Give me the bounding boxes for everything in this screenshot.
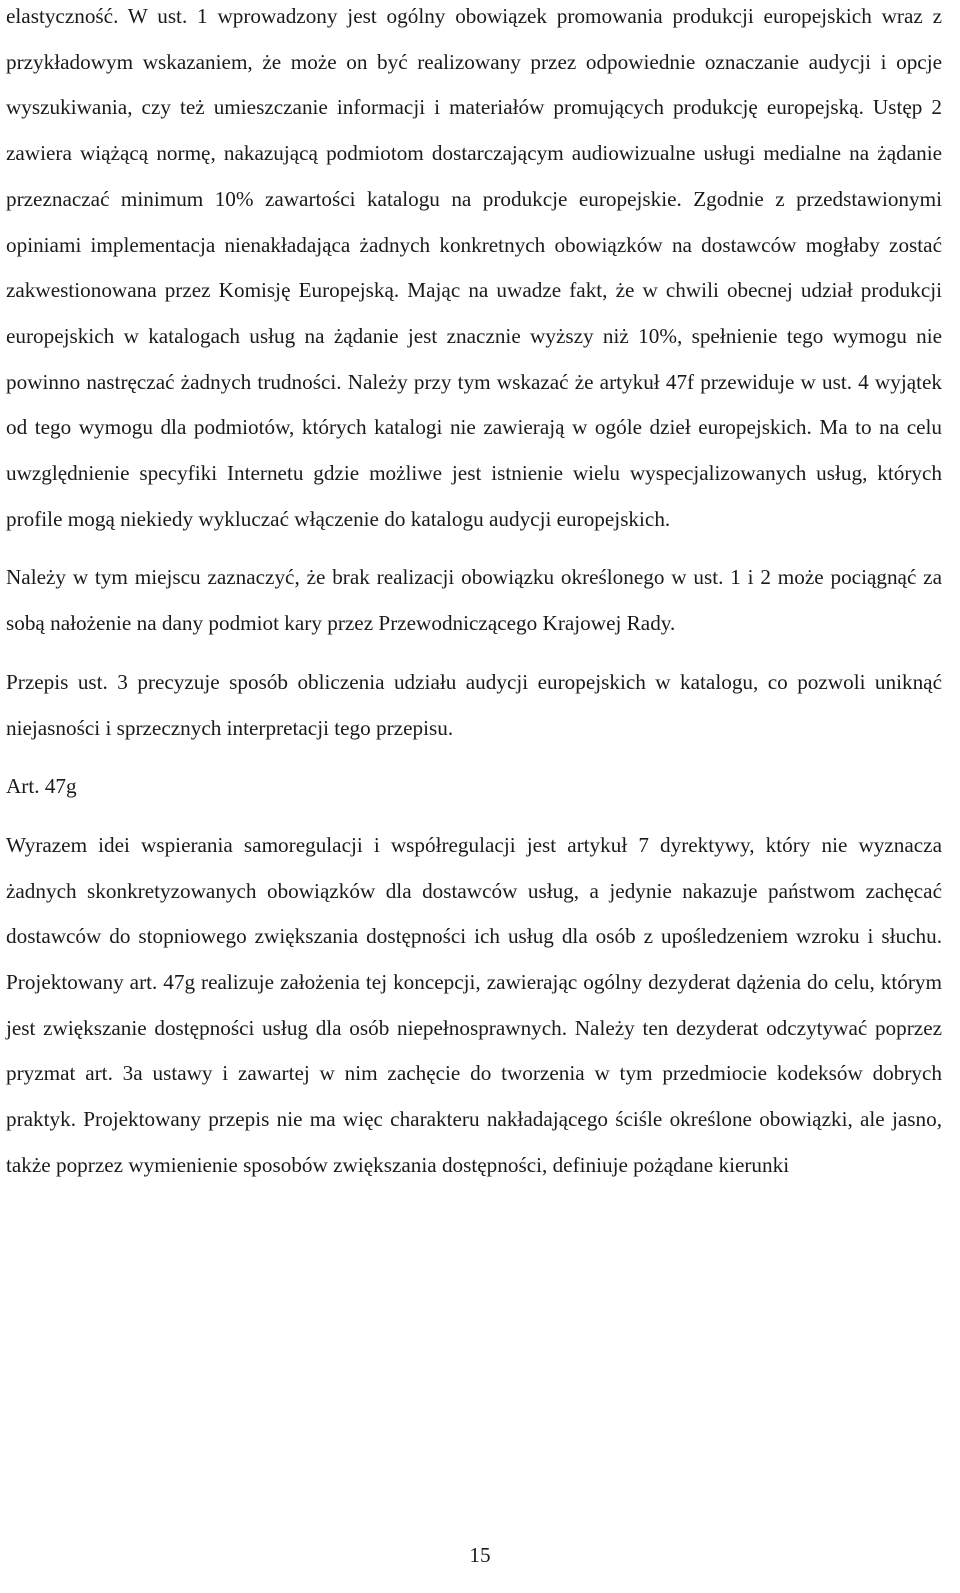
paragraph-accessibility: Wyrazem idei wspierania samoregulacji i współregulacji jest artykuł 7 dyrektywy, który nie wyznacza żadnych skonkretyzowanych obowiązków dla dostawców usług, a jedynie nakazuje państwom zachęcać dostawców do stopniowego zwiększania dostępności ich usług dla osób z upośledzeniem wzroku i słuchu. Projektowany art. 47g realizuje założenia tej koncepcji, zawierając ogólny dezyderat dążenia do celu, którym jest zwiększanie dostępności usług dla osób niepełnosprawnych. Należy ten dezyderat odczytywać poprzez pryzmat art. 3a ustawy i zawartej w nim zachęcie do tworzenia w tym przedmiocie kodeksów dobrych praktyk. Projektowany przepis nie ma więc charakteru nakładającego ściśle określone obowiązki, ale jasno, także poprzez wymienienie sposobów zwiększania dostępności, definiuje pożądane kierunki <box>6 832 942 1177</box>
paragraph-european-productions: elastyczność. W ust. 1 wprowadzony jest ogólny obowiązek promowania produkcji europejskich wraz z przykładowym wskazaniem, że może on być realizowany przez odpowiednie oznaczanie audycji i opcje wyszukiwania, czy też umieszczanie informacji i materiałów promujących produkcję europejską. Ustęp 2 zawiera wiążącą normę, nakazującą podmiotom dostarczającym audiowizualne usługi medialne na żądanie przeznaczać minimum 10% zawartości katalogu na produkcje europejskie. Zgodnie z przedstawionymi opiniami implementacja nienakładająca żadnych konkretnych obowiązków na dostawców mogłaby zostać zakwestionowana przez Komisję Europejską. Mając na uwadze fakt, że w chwili obecnej udział produkcji europejskich w katalogach usług na żądanie jest znacznie wyższy niż 10%, spełnienie tego wymogu nie powinno nastręczać żadnych trudności. Należy przy tym wskazać że artykuł 47f przewiduje w ust. 4 wyjątek od tego wymogu dla podmiotów, których katalogi nie zawierają w ogóle dzieł europejskich. Ma to na celu uwzględnienie specyfiki Internetu gdzie możliwe jest istnienie wielu wyspecjalizowanych usług, których profile mogą niekiedy wykluczać włączenie do katalogu audycji europejskich. <box>6 4 942 531</box>
document-page <box>6 0 942 1189</box>
paragraph-penalty-note: Należy w tym miejscu zaznaczyć, że brak realizacji obowiązku określonego w ust. 1 i 2 może pociągnąć za sobą nałożenie na dany podmiot kary przez Przewodniczącego Krajowej Rady. <box>6 565 942 636</box>
page-number: 15 <box>469 1543 491 1567</box>
article-heading-47g: Art. 47g <box>6 774 77 799</box>
paragraph-calculation-method: Przepis ust. 3 precyzuje sposób obliczenia udziału audycji europejskich w katalogu, co pozwoli uniknąć niejasności i sprzecznych interpretacji tego przepisu. <box>6 669 942 740</box>
